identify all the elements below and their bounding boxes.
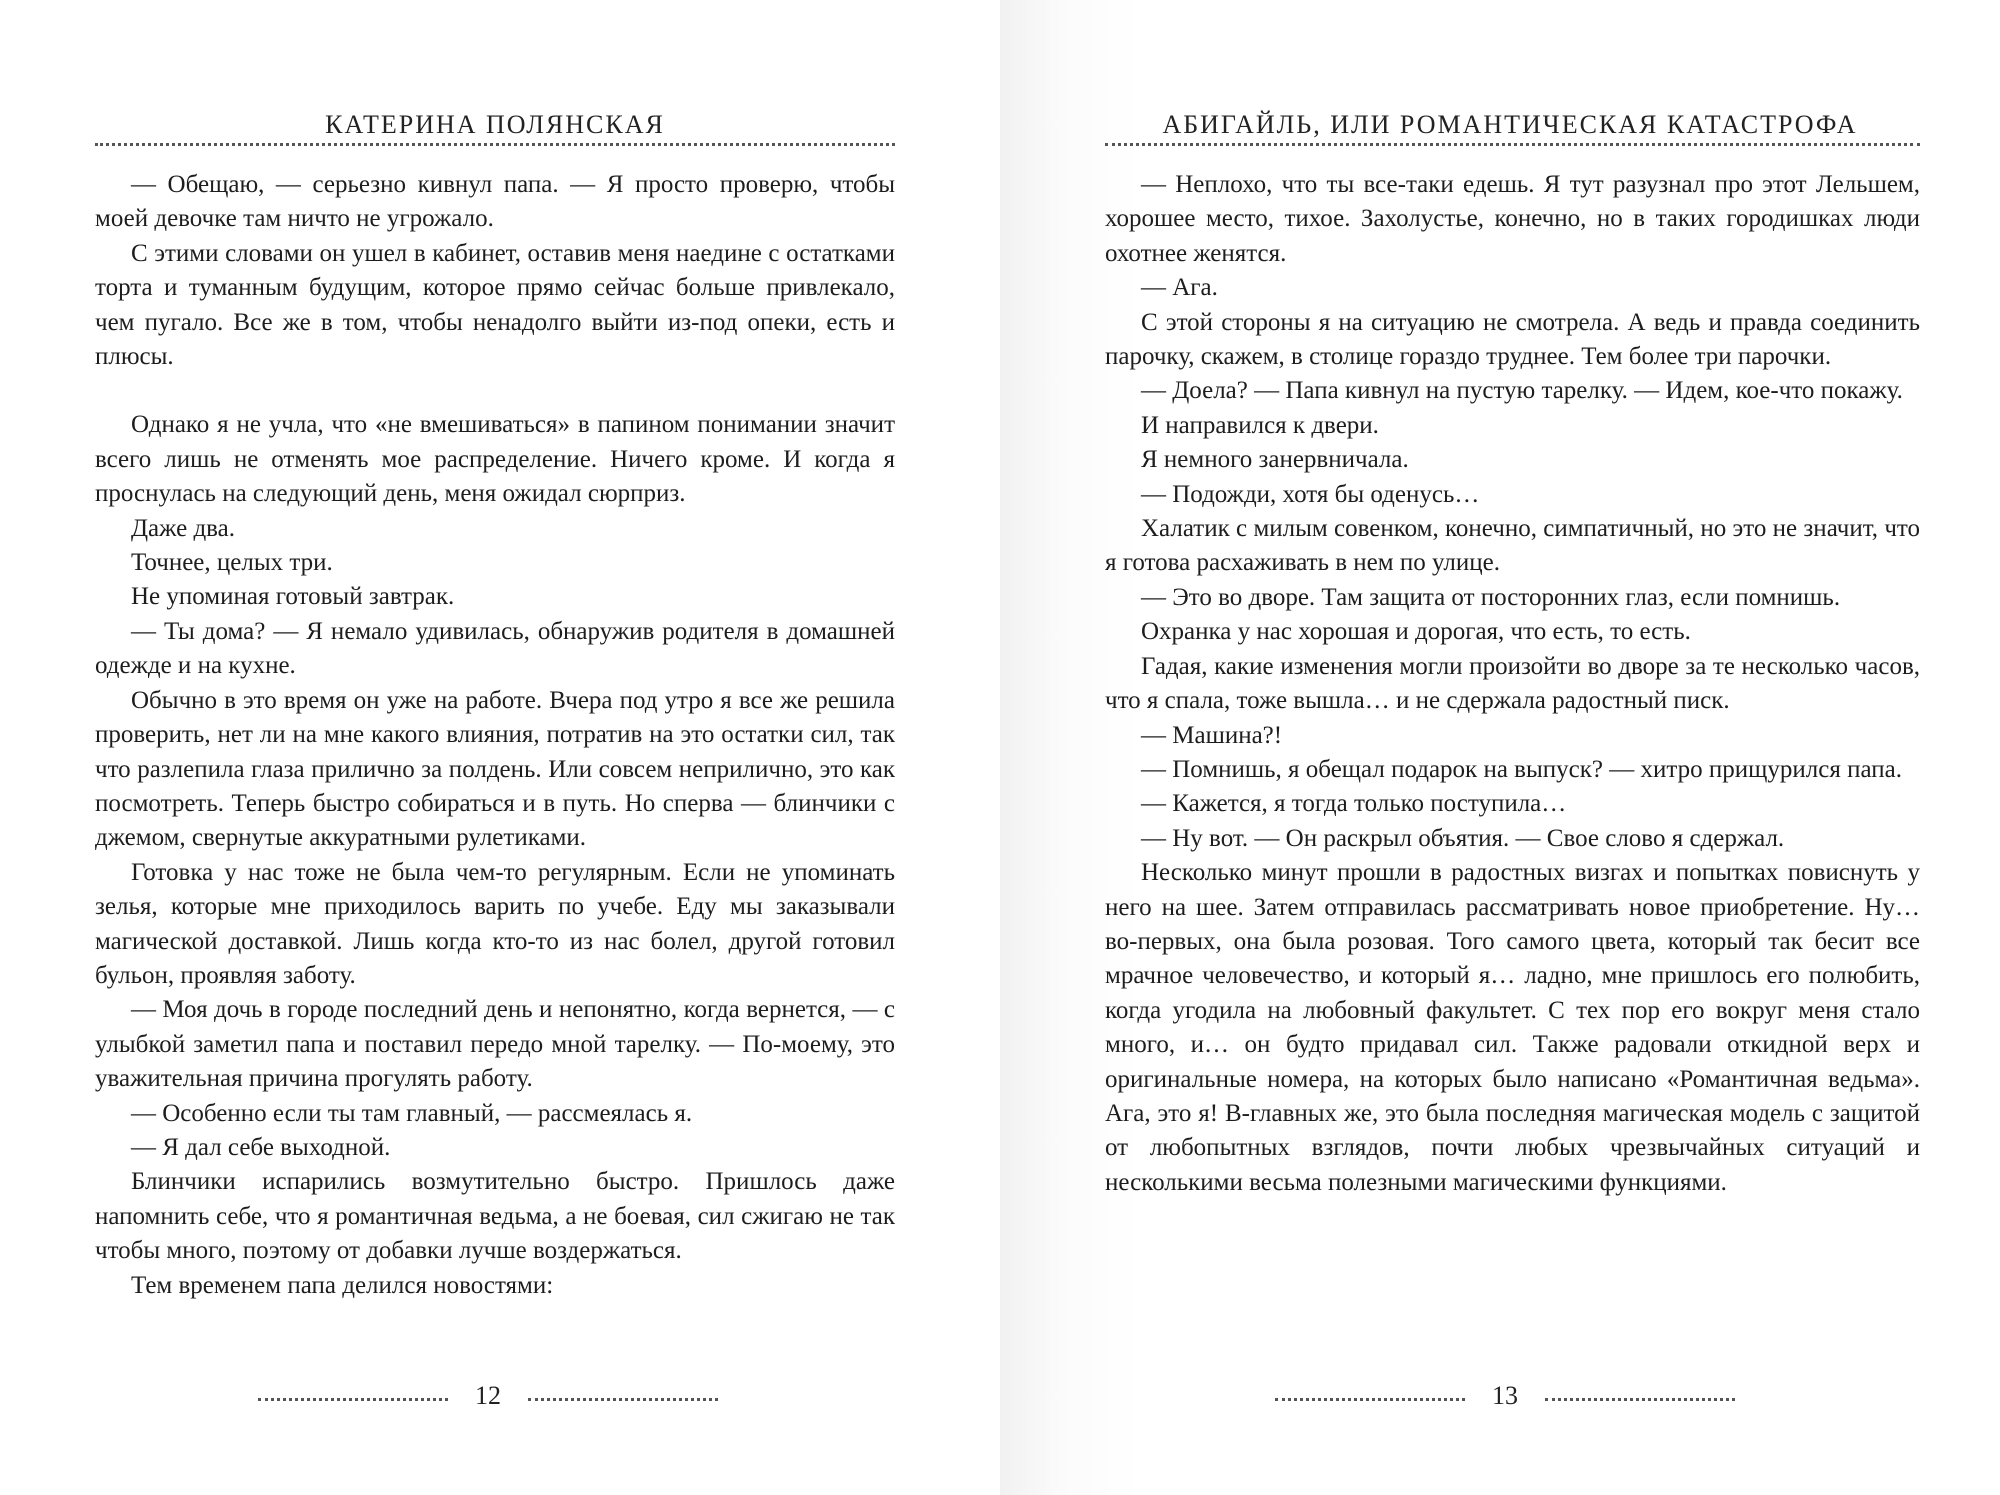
body-text <box>1105 168 1920 1200</box>
paragraph: Блинчики испарились возмутительно быстро. Пришлось даже напомнить себе, что я романтичная ведьма, а не боевая, сил сжигаю не так чтобы много, поэтому от добавки лучше воздержаться. <box>95 1168 895 1265</box>
paragraph: Я немного занервничала. <box>1141 446 1409 474</box>
running-head-title: АБИГАЙЛЬ, ИЛИ РОМАНТИЧЕСКАЯ КАТАСТРОФА <box>1162 110 1858 139</box>
paragraph: — Ага. <box>1141 274 1218 302</box>
paragraph: С этими словами он ушел в кабинет, оставив меня наедине с остатками торта и туманным будущим, которое прямо сейчас больше привлекало, чем пугало. Все же в том, чтобы ненадолго выйти из-под опеки, есть и плюсы. <box>95 239 895 371</box>
header-dotted-rule <box>95 143 895 146</box>
paragraph: Точнее, целых три. <box>131 549 333 577</box>
page-footer <box>258 1376 718 1416</box>
page-footer <box>1275 1376 1735 1416</box>
paragraph: — Неплохо, что ты все-таки едешь. Я тут разузнал про этот Лельшем, хорошее место, тихое. Захолустье, конечно, но в таких городишках люди охотнее женятся. <box>1105 171 1920 267</box>
paragraph: Обычно в это время он уже на работе. Вчера под утро я все же решила проверить, нет ли на мне какого влияния, потратив на это остатки сил, так что разлепила глаза прилично за полдень. Или совсем неприлично, это как посмотреть. Теперь быстро собираться и в путь. Но сперва — блинчики с джемом, свернутые аккуратными рулетиками. <box>95 686 895 852</box>
header-dotted-rule <box>1105 143 1920 146</box>
paragraph: Тем временем папа делился новостями: <box>131 1271 554 1299</box>
paragraph: — Моя дочь в городе последний день и непонятно, когда вернется, — с улыбкой заметил папа и поставил передо мной тарелку. — По-моему, это уважительная причина прогулять работу. <box>95 996 895 1093</box>
paragraph: Однако я не учла, что «не вмешиваться» в папином понимании значит всего лишь не отменять мое распределение. Ничего кроме. И когда я проснулась на следующий день, меня ожидал сюрприз. <box>95 411 895 508</box>
right-page <box>1000 0 2000 1495</box>
footer-dotted-rule <box>1275 1398 1465 1401</box>
body-text <box>95 168 895 1303</box>
paragraph: — Я дал себе выходной. <box>131 1133 391 1161</box>
paragraph: Охранка у нас хорошая и дорогая, что есть, то есть. <box>1141 618 1691 646</box>
paragraph: Халатик с милым совенком, конечно, симпатичный, но это не значит, что я готова расхаживать в нем по улице. <box>1105 515 1920 577</box>
footer-dotted-rule <box>1545 1398 1735 1401</box>
footer-dotted-rule <box>258 1398 448 1401</box>
paragraph: Гадая, какие изменения могли произойти во дворе за те несколько часов, что я спала, тоже вышла… и не сдержала радостный писк. <box>1105 652 1920 715</box>
paragraph: Несколько минут прошли в радостных визгах и попытках повиснуть у него на шее. Затем отправилась рассматривать новое приобретение. Ну… во-первых, она была розовая. Того самого цвета, который так бесит все мрачное человечество, и который я… ладно, мне пришлось его полюбить, когда угодила на любовный факультет. С тех пор его вокруг меня стало много, и… он будто придавал сил. Также радовали откидной верх и оригинальные номера, на которых было написано «Романтичная ведьма». Ага, это я! В-главных же, это была последняя магическая модель с защитой от любопытных взглядов, почти любых чрезвычайных ситуаций и несколькими весьма полезными магическими функциями. <box>1105 859 1920 1196</box>
page-number: 13 <box>1492 1381 1518 1410</box>
paragraph: — Подожди, хотя бы оденусь… <box>1141 480 1480 508</box>
paragraph: — Ты дома? — Я немало удивилась, обнаружив родителя в домашней одежде и на кухне. <box>95 617 895 680</box>
paragraph: Готовка у нас тоже не была чем-то регулярным. Если не упоминать зелья, которые мне приходилось варить по учебе. Еду мы заказывали магической доставкой. Лишь когда кто-то из нас болел, другой готовил бульон, проявляя заботу. <box>95 858 895 989</box>
footer-dotted-rule <box>528 1398 718 1401</box>
paragraph: — Это во дворе. Там защита от посторонних глаз, если помнишь. <box>1141 583 1841 611</box>
paragraph: Даже два. <box>131 514 235 542</box>
paragraph: — Обещаю, — серьезно кивнул папа. — Я просто проверю, чтобы моей девочке там ничто не угрожало. <box>95 171 895 233</box>
paragraph: С этой стороны я на ситуацию не смотрела. А ведь и правда соединить парочку, скажем, в столице гораздо труднее. Тем более три парочки. <box>1105 308 1920 371</box>
paragraph: — Помнишь, я обещал подарок на выпуск? — хитро прищурился папа. <box>1141 755 1902 783</box>
paragraph: — Кажется, я тогда только поступила… <box>1141 790 1567 818</box>
paragraph: — Машина?! <box>1141 721 1283 749</box>
paragraph: — Особенно если ты там главный, — рассмеялась я. <box>131 1099 693 1127</box>
paragraph: И направился к двери. <box>1141 411 1379 439</box>
paragraph: — Ну вот. — Он раскрыл объятия. — Свое слово я сдержал. <box>1141 824 1785 852</box>
page-number: 12 <box>475 1381 501 1410</box>
paragraph: Не упоминая готовый завтрак. <box>131 583 455 611</box>
paragraph: — Доела? — Папа кивнул на пустую тарелку. — Идем, кое-что покажу. <box>1141 377 1903 405</box>
running-head-author: КАТЕРИНА ПОЛЯНСКАЯ <box>325 110 665 139</box>
